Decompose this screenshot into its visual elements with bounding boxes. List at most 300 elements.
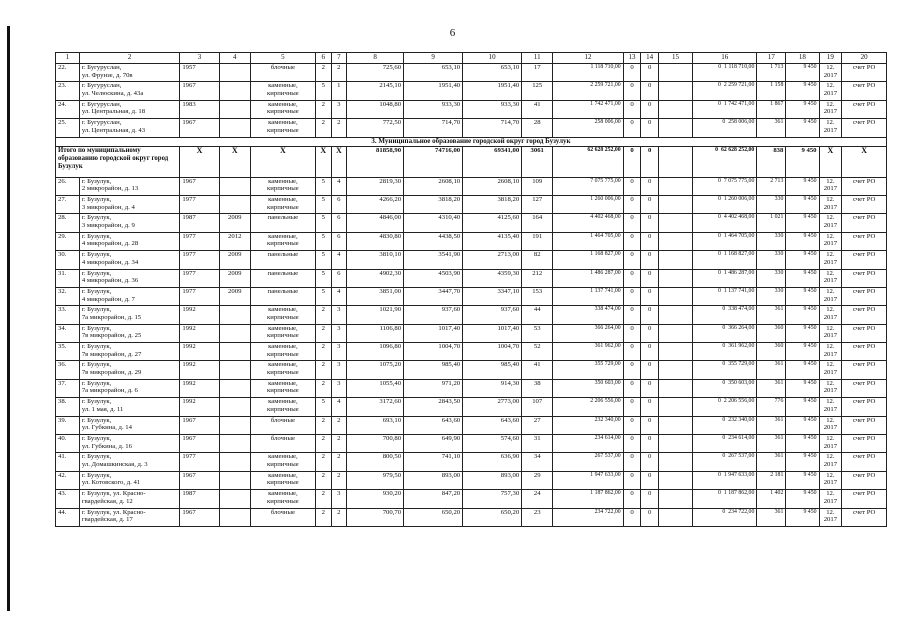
funding-1: 0 — [623, 453, 641, 471]
address-line-2: ул. Фрунзе, д. 70в — [81, 71, 133, 79]
funding-zero: 0 — [718, 82, 721, 89]
column-number: 15 — [658, 53, 692, 64]
funding-total: 338 474,00 — [728, 306, 755, 313]
wall-material-line-1: панельные — [267, 269, 299, 277]
address-line-1: г. Бугуруслан, — [81, 100, 122, 108]
living-area: 1951,40 — [404, 82, 463, 100]
row-number: 38. — [56, 398, 80, 416]
wall-material-cell — [250, 177, 315, 195]
table-row — [56, 343, 887, 361]
completion-year: 2017 — [823, 369, 838, 377]
funding-total: 1 947 633,00 — [723, 471, 755, 478]
table-row — [56, 269, 887, 287]
entrances-count: 6 — [331, 269, 347, 287]
living-area: 714,70 — [404, 119, 463, 137]
total-area: 693,10 — [347, 416, 404, 434]
completion-date-cell — [819, 269, 842, 287]
total-repair-cost: 62 628 252,00 — [553, 146, 623, 177]
wall-material-cell — [250, 398, 315, 416]
funding-3 — [658, 361, 692, 379]
unit-cost: 330 — [757, 232, 786, 250]
completion-year: 2017 — [823, 313, 838, 321]
funding-3 — [658, 287, 692, 305]
funding-2: 0 — [641, 64, 659, 82]
living-area: 985,40 — [404, 361, 463, 379]
repair-cost: 1 464 705,00 — [553, 232, 623, 250]
living-area: 649,90 — [404, 435, 463, 453]
funding-3 — [658, 416, 692, 434]
wall-material-line-1: блочные — [270, 508, 295, 516]
wall-material-line-2: кирпичные — [267, 350, 299, 358]
funding-2: 0 — [641, 232, 659, 250]
wall-material-line-2: кирпичные — [267, 313, 299, 321]
address-line-2: 4 микрорайон, д. 7 — [81, 295, 135, 303]
funding-zero: 0 — [718, 490, 721, 497]
funding-total: 1 187 862,00 — [723, 490, 755, 497]
funding-3 — [658, 379, 692, 397]
unit-cost: 1 021 — [757, 214, 786, 232]
living-area: 2608,10 — [404, 177, 463, 195]
wall-material-cell — [250, 471, 315, 489]
wall-material-cell — [250, 119, 315, 137]
funding-method: счет РО — [842, 416, 887, 434]
column-number: 2 — [79, 53, 180, 64]
funding-1: 0 — [623, 490, 641, 508]
total-max-unit-cost: 9 450 — [786, 146, 819, 177]
funding-3 — [658, 471, 692, 489]
funding-method: счет РО — [842, 64, 887, 82]
column-number: 19 — [819, 53, 842, 64]
completion-year: 2017 — [823, 332, 838, 340]
address-cell — [79, 490, 180, 508]
year-built: 1957 — [180, 64, 219, 82]
entrances-count: 4 — [331, 398, 347, 416]
floors-count: 2 — [316, 306, 332, 324]
funding-2: 0 — [641, 379, 659, 397]
repair-cost: 4 402 468,00 — [553, 214, 623, 232]
wall-material-line-1: каменные, — [268, 343, 298, 351]
year-built: 1983 — [180, 100, 219, 118]
unit-cost: 1 867 — [757, 100, 786, 118]
address-line-2: 7в микрорайон, д. 25 — [81, 332, 142, 340]
table-row — [56, 100, 887, 118]
funding-1: 0 — [623, 82, 641, 100]
repair-cost: 1 486 287,00 — [553, 269, 623, 287]
wall-material-line-1: каменные, — [268, 82, 298, 90]
completion-date-cell — [819, 100, 842, 118]
entrances-count: 3 — [331, 100, 347, 118]
living-area: 4438,50 — [404, 232, 463, 250]
repair-cost: 338 474,00 — [553, 306, 623, 324]
year-built: 1992 — [180, 379, 219, 397]
address-cell — [79, 379, 180, 397]
total-funding-1: 0 — [623, 146, 641, 177]
total-area: 2819,30 — [347, 177, 404, 195]
address-line-2: 4 микрорайон, д. 36 — [81, 277, 139, 285]
year-reconstructed: 2012 — [219, 232, 250, 250]
funding-method: счет РО — [842, 306, 887, 324]
funding-total: 1 742 471,00 — [723, 100, 755, 107]
wall-material-cell — [250, 269, 315, 287]
unit-cost: 361 — [757, 361, 786, 379]
funding-1: 0 — [623, 343, 641, 361]
residents-count: 17 — [522, 64, 553, 82]
funding-total-cell — [693, 471, 757, 489]
entrances-count: 2 — [331, 471, 347, 489]
completion-date-cell — [819, 287, 842, 305]
entrances-count: 2 — [331, 416, 347, 434]
funding-method: счет РО — [842, 287, 887, 305]
funding-zero: 0 — [722, 435, 726, 442]
total-area: 3851,00 — [347, 287, 404, 305]
binder-line — [7, 26, 10, 611]
funding-total-cell — [693, 379, 757, 397]
repair-cost: 234 614,00 — [553, 435, 623, 453]
max-unit-cost: 9 450 — [786, 287, 819, 305]
table-row — [56, 119, 887, 137]
funding-total: 1 168 827,00 — [723, 251, 755, 258]
funding-zero: 0 — [718, 232, 721, 239]
funding-3 — [658, 269, 692, 287]
total-funding-cell — [693, 146, 757, 177]
funding-1: 0 — [623, 214, 641, 232]
row-number: 40. — [56, 435, 80, 453]
wall-material-line-1: блочные — [270, 416, 295, 424]
column-number: 16 — [693, 53, 757, 64]
residential-area: 2713,00 — [463, 251, 522, 269]
funding-1: 0 — [623, 119, 641, 137]
residential-area: 714,70 — [463, 119, 522, 137]
funding-2: 0 — [641, 214, 659, 232]
wall-material-line-2: кирпичные — [267, 332, 299, 340]
year-reconstructed — [219, 398, 250, 416]
year-built: 1977 — [180, 269, 219, 287]
row-number: 37. — [56, 379, 80, 397]
wall-material-cell — [250, 214, 315, 232]
address-line-2: ул. Центральная, д. 43 — [81, 126, 146, 134]
unit-cost: 360 — [757, 343, 786, 361]
address-line-2: 3 микрорайон, д. 4 — [81, 203, 135, 211]
funding-3 — [658, 324, 692, 342]
total-x-mark: X — [250, 146, 315, 177]
completion-month: 12. — [826, 471, 835, 479]
floors-count: 2 — [316, 64, 332, 82]
column-number: 12 — [553, 53, 623, 64]
wall-material-line-1: панельные — [267, 251, 299, 259]
address-cell — [79, 251, 180, 269]
max-unit-cost: 9 450 — [786, 100, 819, 118]
residential-area: 4359,30 — [463, 269, 522, 287]
address-cell — [79, 195, 180, 213]
wall-material-line-1: каменные, — [268, 306, 298, 314]
address-cell — [79, 269, 180, 287]
completion-month: 12. — [826, 287, 835, 295]
column-number-row — [56, 53, 887, 64]
unit-cost: 330 — [757, 287, 786, 305]
wall-material-line-1: каменные, — [268, 379, 298, 387]
funding-2: 0 — [641, 343, 659, 361]
funding-2: 0 — [641, 508, 659, 526]
residents-count: 125 — [522, 82, 553, 100]
year-built: 1977 — [180, 251, 219, 269]
funding-zero: 0 — [718, 471, 721, 478]
total-area: 3172,60 — [347, 398, 404, 416]
address-cell — [79, 453, 180, 471]
wall-material-line-2: кирпичные — [267, 405, 299, 413]
entrances-count: 2 — [331, 64, 347, 82]
funding-method: счет РО — [842, 490, 887, 508]
unit-cost: 361 — [757, 508, 786, 526]
column-number: 20 — [842, 53, 887, 64]
address-line-2: ул. Губкина, д. 14 — [81, 424, 132, 432]
funding-method: счет РО — [842, 435, 887, 453]
funding-total-cell — [693, 287, 757, 305]
row-number: 34. — [56, 324, 80, 342]
year-reconstructed — [219, 64, 250, 82]
completion-date-cell — [819, 508, 842, 526]
row-number: 29. — [56, 232, 80, 250]
max-unit-cost: 9 450 — [786, 195, 819, 213]
floors-count: 5 — [316, 214, 332, 232]
total-area: 2145,10 — [347, 82, 404, 100]
residential-area: 1004,70 — [463, 343, 522, 361]
max-unit-cost: 9 450 — [786, 64, 819, 82]
address-line-2: 7а микрорайон, д. 15 — [81, 313, 142, 321]
funding-zero: 0 — [718, 177, 721, 184]
unit-cost: 330 — [757, 269, 786, 287]
wall-material-cell — [250, 100, 315, 118]
completion-year: 2017 — [823, 461, 838, 469]
funding-1: 0 — [623, 64, 641, 82]
residential-area: 893,00 — [463, 471, 522, 489]
funding-1: 0 — [623, 379, 641, 397]
completion-date-cell — [819, 471, 842, 489]
completion-date-cell — [819, 343, 842, 361]
funding-total-cell — [693, 82, 757, 100]
wall-material-line-1: каменные, — [268, 232, 298, 240]
funding-3 — [658, 232, 692, 250]
funding-method: счет РО — [842, 177, 887, 195]
residents-count: 28 — [522, 119, 553, 137]
funding-1: 0 — [623, 177, 641, 195]
residents-count: 29 — [522, 471, 553, 489]
unit-cost: 361 — [757, 119, 786, 137]
unit-cost: 360 — [757, 324, 786, 342]
funding-total: 7 075 775,00 — [723, 177, 755, 184]
repair-cost: 234 722,00 — [553, 508, 623, 526]
address-line-1: г. Бузулук, — [81, 195, 112, 203]
entrances-count: 3 — [331, 324, 347, 342]
unit-cost: 330 — [757, 195, 786, 213]
unit-cost: 2 713 — [757, 177, 786, 195]
wall-material-line-1: каменные, — [268, 100, 298, 108]
total-x-mark: X — [219, 146, 250, 177]
funding-total-cell — [693, 214, 757, 232]
completion-date-cell — [819, 361, 842, 379]
funding-total: 366 264,00 — [728, 324, 755, 331]
max-unit-cost: 9 450 — [786, 398, 819, 416]
wall-material-cell — [250, 232, 315, 250]
max-unit-cost: 9 450 — [786, 177, 819, 195]
completion-date-cell — [819, 119, 842, 137]
completion-date-cell — [819, 324, 842, 342]
funding-1: 0 — [623, 398, 641, 416]
living-area: 847,20 — [404, 490, 463, 508]
funding-3 — [658, 453, 692, 471]
address-cell — [79, 177, 180, 195]
entrances-count: 2 — [331, 453, 347, 471]
entrances-count: 3 — [331, 490, 347, 508]
table-row — [56, 306, 887, 324]
funding-method: счет РО — [842, 471, 887, 489]
year-reconstructed — [219, 195, 250, 213]
funding-total-cell — [693, 119, 757, 137]
address-line-2: гвардейская, д. 17 — [81, 516, 133, 524]
entrances-count: 1 — [331, 82, 347, 100]
entrances-count: 6 — [331, 214, 347, 232]
completion-month: 12. — [826, 361, 835, 369]
page-number: 6 — [449, 27, 456, 39]
funding-2: 0 — [641, 287, 659, 305]
address-line-1: г. Бугуруслан, — [81, 64, 122, 71]
row-number: 30. — [56, 251, 80, 269]
total-x-mark: X — [819, 146, 842, 177]
address-line-2: 4 микрорайон, д. 34 — [81, 258, 139, 266]
funding-zero: 0 — [718, 251, 721, 258]
residential-area: 914,30 — [463, 379, 522, 397]
funding-2: 0 — [641, 416, 659, 434]
completion-month: 12. — [826, 195, 835, 203]
completion-date-cell — [819, 379, 842, 397]
funding-method: счет РО — [842, 214, 887, 232]
funding-total-cell — [693, 232, 757, 250]
entrances-count: 3 — [331, 379, 347, 397]
repair-cost: 1 260 006,00 — [553, 195, 623, 213]
year-reconstructed — [219, 177, 250, 195]
funding-1: 0 — [623, 251, 641, 269]
funding-3 — [658, 343, 692, 361]
column-number: 4 — [219, 53, 250, 64]
residential-area: 2773,00 — [463, 398, 522, 416]
completion-date-cell — [819, 82, 842, 100]
living-area: 3447,70 — [404, 287, 463, 305]
wall-material-cell — [250, 195, 315, 213]
residents-count: 23 — [522, 508, 553, 526]
address-line-1: г. Бугуруслан, — [81, 119, 122, 127]
living-area: 971,20 — [404, 379, 463, 397]
wall-material-line-2: кирпичные — [267, 108, 299, 116]
wall-material-cell — [250, 361, 315, 379]
living-area: 937,60 — [404, 306, 463, 324]
column-number: 5 — [250, 53, 315, 64]
completion-year: 2017 — [823, 71, 838, 79]
completion-month: 12. — [826, 232, 835, 240]
residents-count: 41 — [522, 100, 553, 118]
funding-total: 350 603,00 — [728, 379, 755, 386]
wall-material-line-2: кирпичные — [267, 126, 299, 134]
funding-total-cell — [693, 64, 757, 82]
column-number: 9 — [404, 53, 463, 64]
completion-month: 12. — [826, 490, 835, 498]
completion-month: 12. — [826, 343, 835, 351]
address-cell — [79, 416, 180, 434]
residents-count: 24 — [522, 490, 553, 508]
total-row — [56, 146, 887, 177]
funding-total-cell — [693, 306, 757, 324]
address-cell — [79, 82, 180, 100]
year-reconstructed — [219, 361, 250, 379]
residential-area: 653,10 — [463, 64, 522, 82]
residential-area: 574,60 — [463, 435, 522, 453]
table-row — [56, 508, 887, 526]
funding-zero: 0 — [718, 269, 721, 276]
residential-area: 3347,10 — [463, 287, 522, 305]
living-area: 893,00 — [404, 471, 463, 489]
total-area: 979,50 — [347, 471, 404, 489]
floors-count: 2 — [316, 490, 332, 508]
row-number: 44. — [56, 508, 80, 526]
residential-area: 1017,40 — [463, 324, 522, 342]
funding-2: 0 — [641, 119, 659, 137]
address-line-1: г. Бузулук, — [81, 398, 112, 406]
funding-zero: 0 — [722, 508, 726, 515]
max-unit-cost: 9 450 — [786, 82, 819, 100]
completion-year: 2017 — [823, 221, 838, 229]
completion-month: 12. — [826, 508, 835, 516]
row-number: 22. — [56, 64, 80, 82]
table-row — [56, 435, 887, 453]
table-body — [56, 53, 887, 527]
table-row — [56, 324, 887, 342]
year-built: 1967 — [180, 435, 219, 453]
wall-material-line-1: каменные, — [268, 453, 298, 461]
living-area: 3818,20 — [404, 195, 463, 213]
repair-cost: 232 340,00 — [553, 416, 623, 434]
completion-month: 12. — [826, 177, 835, 185]
floors-count: 2 — [316, 100, 332, 118]
row-number: 26. — [56, 177, 80, 195]
funding-1: 0 — [623, 416, 641, 434]
unit-cost: 330 — [757, 251, 786, 269]
column-number: 1 — [56, 53, 80, 64]
residential-area: 933,30 — [463, 100, 522, 118]
row-number: 23. — [56, 82, 80, 100]
funding-total-cell — [693, 435, 757, 453]
floors-count: 2 — [316, 453, 332, 471]
funding-total-cell — [693, 490, 757, 508]
year-reconstructed — [219, 119, 250, 137]
funding-method: счет РО — [842, 232, 887, 250]
funding-zero: 0 — [722, 379, 726, 386]
funding-zero: 0 — [718, 195, 721, 202]
repair-cost: 1 118 710,00 — [553, 64, 623, 82]
funding-zero: 0 — [718, 64, 722, 70]
entrances-count: 3 — [331, 306, 347, 324]
row-number: 33. — [56, 306, 80, 324]
address-line-1: г. Бузулук, — [81, 232, 112, 240]
wall-material-cell — [250, 490, 315, 508]
floors-count: 5 — [316, 287, 332, 305]
funding-total: 1 260 006,00 — [723, 195, 755, 202]
year-built: 1992 — [180, 361, 219, 379]
entrances-count: 3 — [331, 361, 347, 379]
repair-cost: 1 137 741,00 — [553, 287, 623, 305]
residents-count: 191 — [522, 232, 553, 250]
total-area: 772,50 — [347, 119, 404, 137]
year-reconstructed — [219, 343, 250, 361]
entrances-count: 2 — [331, 119, 347, 137]
entrances-count: 6 — [331, 232, 347, 250]
